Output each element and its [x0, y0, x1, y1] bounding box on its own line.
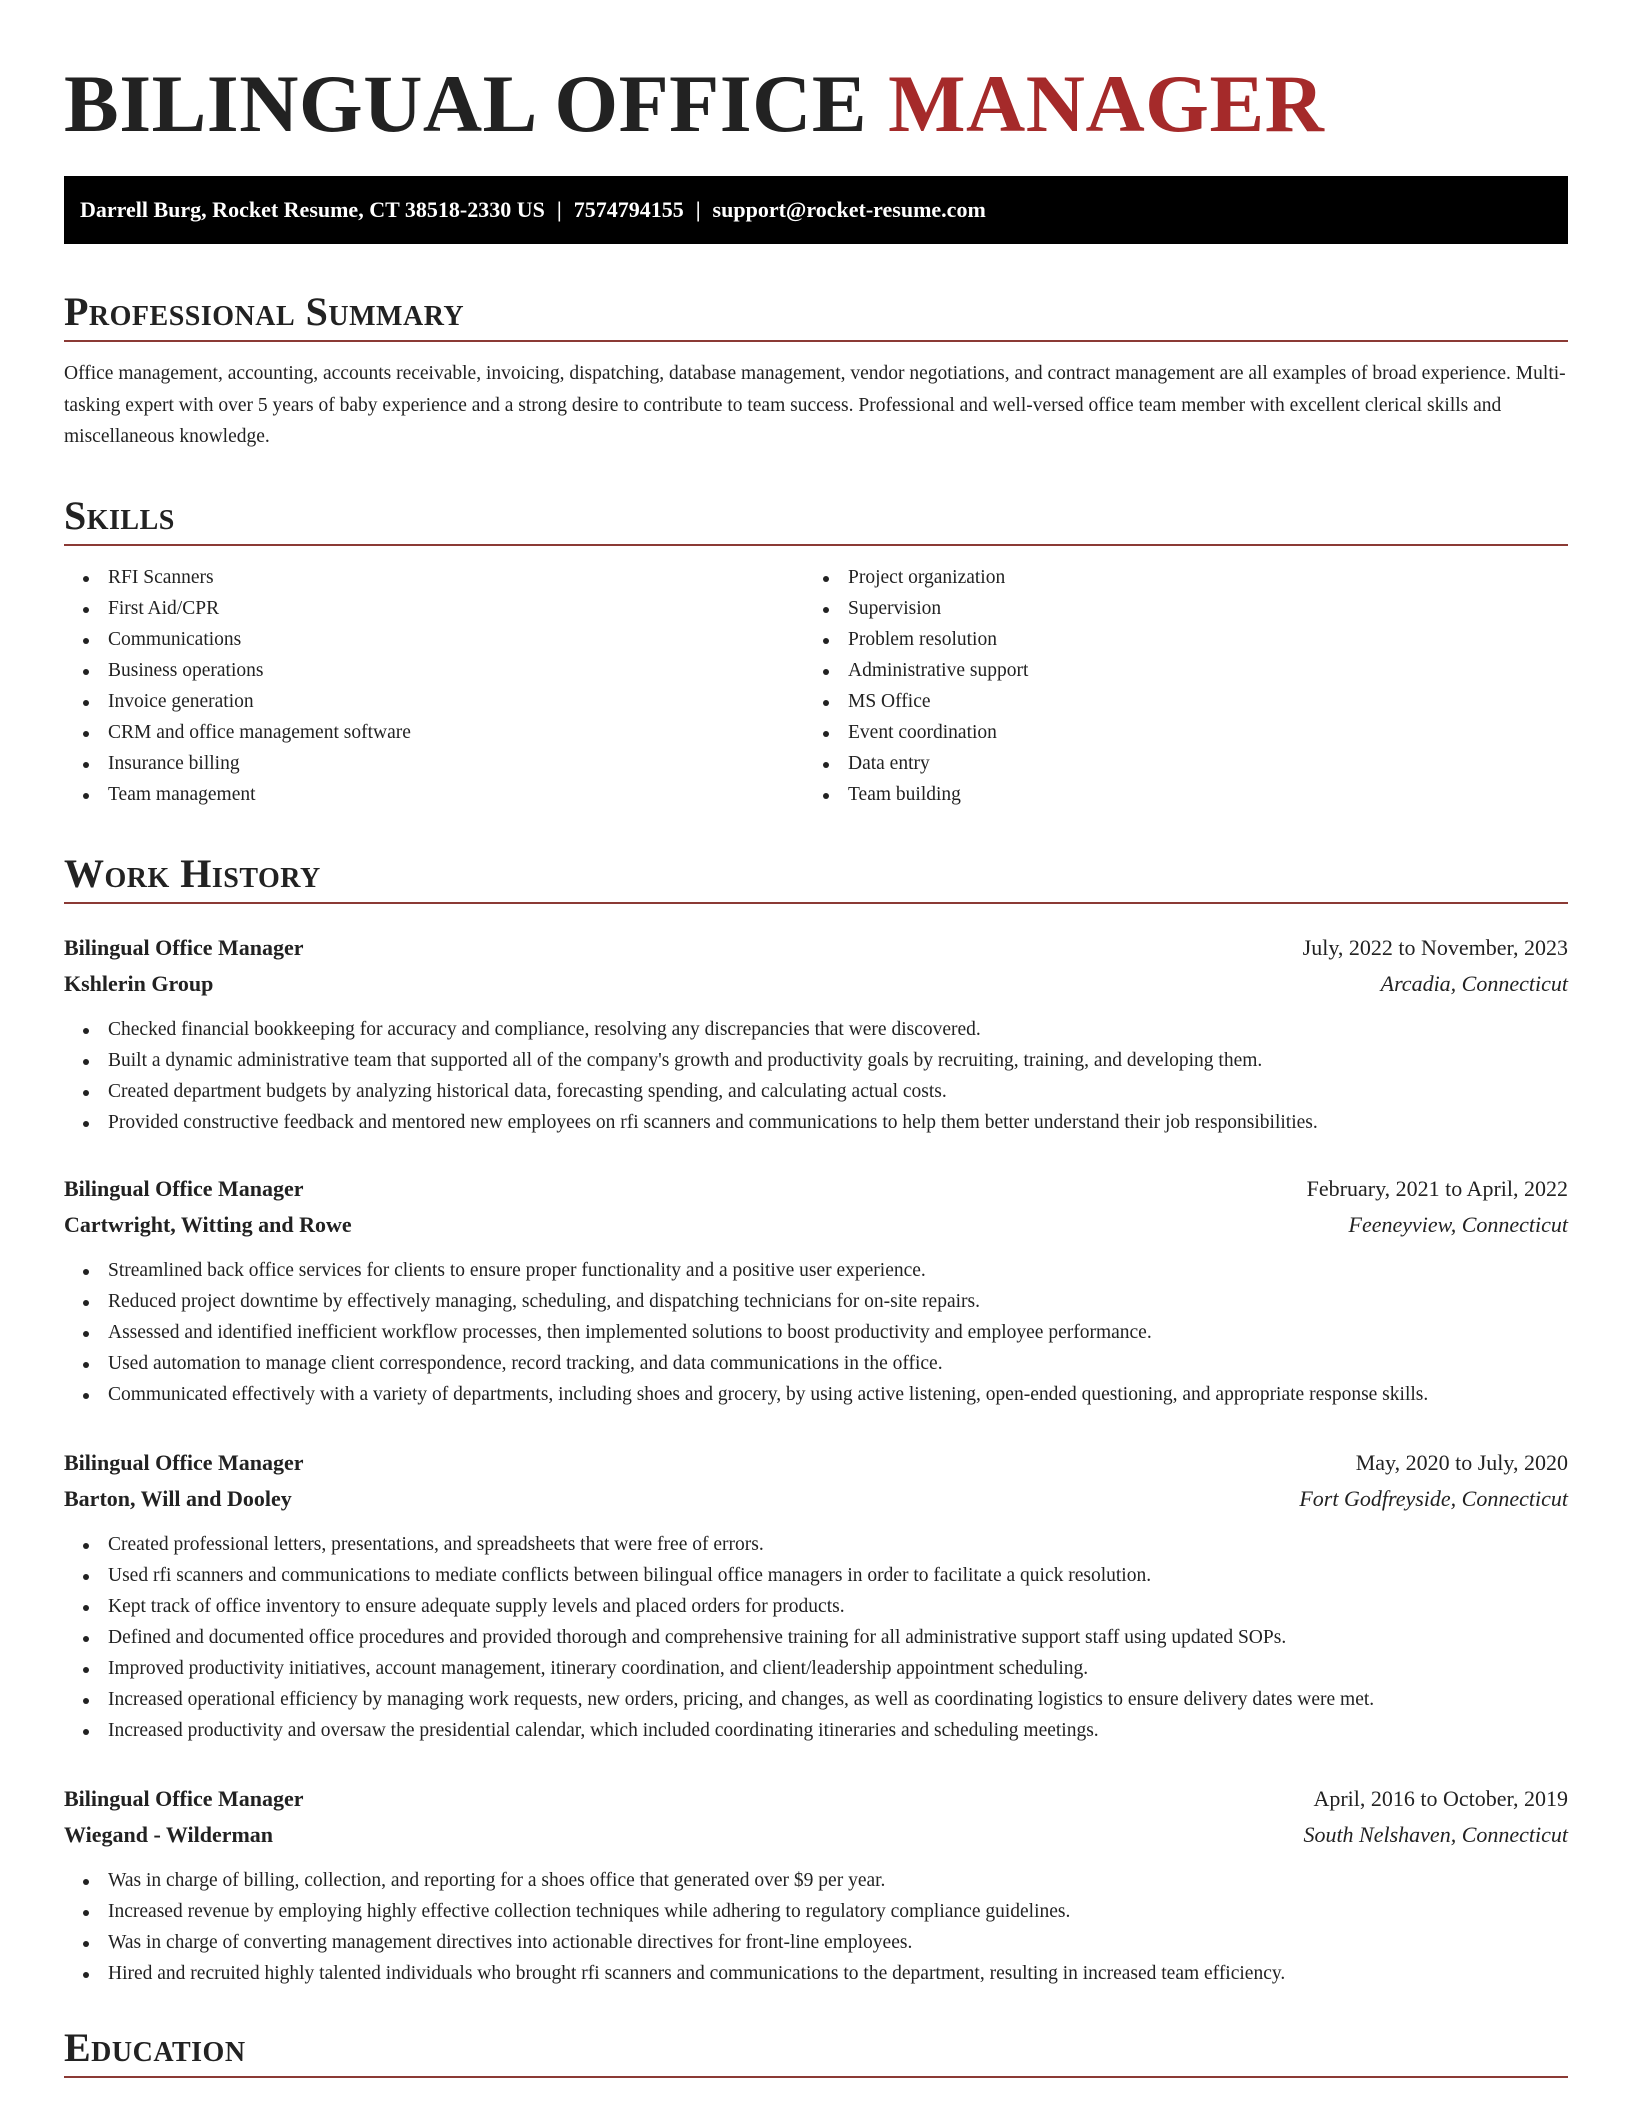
- skills-heading: Skills: [64, 493, 175, 538]
- summary-heading: Professional Summary: [64, 289, 465, 334]
- job-bullets: [64, 1014, 1568, 1138]
- skill-item: RFI Scanners: [64, 562, 804, 593]
- job-title: Bilingual Office Manager: [64, 935, 304, 960]
- contact-separator: |: [556, 197, 562, 222]
- job-employer-row: [64, 1481, 1568, 1517]
- section-divider: [64, 2076, 1568, 2078]
- job-bullet: Provided constructive feedback and mentored new employees on rfi scanners and communications to help them better understand their job responsibilities.: [64, 1107, 1568, 1138]
- job-bullet: Streamlined back office services for clients to ensure proper functionality and a positive user experience.: [64, 1255, 1568, 1286]
- job-bullet: Created department budgets by analyzing historical data, forecasting spending, and calculating actual costs.: [64, 1076, 1568, 1107]
- skill-item: MS Office: [804, 686, 1544, 717]
- job-bullet: Used rfi scanners and communications to mediate conflicts between bilingual office managers in order to facilitate a quick resolution.: [64, 1560, 1568, 1591]
- contact-email[interactable]: support@rocket-resume.com: [712, 197, 986, 222]
- job-title: Bilingual Office Manager: [64, 1450, 304, 1475]
- job-bullet: Hired and recruited highly talented individuals who brought rfi scanners and communications to the department, resulting in increased team efficiency.: [64, 1958, 1568, 1989]
- skills-columns: [64, 562, 1568, 810]
- work-history-heading: Work History: [64, 851, 321, 896]
- work-history-section: [64, 846, 1568, 1984]
- skills-list-left: [64, 562, 804, 810]
- job-dates: May, 2020 to July, 2020: [1355, 1450, 1568, 1475]
- job-title: Bilingual Office Manager: [64, 1786, 304, 1811]
- education-heading: Education: [64, 2025, 246, 2070]
- job-location: Feeneyview, Connecticut: [1348, 1212, 1568, 1237]
- job-bullet: Was in charge of billing, collection, and reporting for a shoes office that generated over $9 per year.: [64, 1865, 1568, 1896]
- skill-item: Problem resolution: [804, 624, 1544, 655]
- job-employer: Barton, Will and Dooley: [64, 1486, 292, 1511]
- skill-item: CRM and office management software: [64, 717, 804, 748]
- section-divider: [64, 902, 1568, 904]
- job-entry: [64, 1445, 1568, 1746]
- job-bullet: Used automation to manage client correspondence, record tracking, and data communications in the office.: [64, 1348, 1568, 1379]
- title-accent: MANAGER: [888, 58, 1325, 149]
- job-bullets: [64, 1529, 1568, 1746]
- resume-page: [64, 0, 1568, 2070]
- job-entry: [64, 930, 1568, 1138]
- skill-item: Insurance billing: [64, 748, 804, 779]
- job-bullet: Increased revenue by employing highly effective collection techniques while adhering to regulatory compliance guidelines.: [64, 1896, 1568, 1927]
- job-location: South Nelshaven, Connecticut: [1303, 1822, 1568, 1847]
- job-employer: Wiegand - Wilderman: [64, 1822, 274, 1847]
- job-dates: April, 2016 to October, 2019: [1313, 1786, 1568, 1811]
- contact-bar: [64, 176, 1568, 244]
- job-employer-row: [64, 966, 1568, 1002]
- skills-section: [64, 488, 1568, 810]
- job-header-row: [64, 1171, 1568, 1207]
- job-bullet: Built a dynamic administrative team that supported all of the company's growth and productivity goals by recruiting, training, and developing them.: [64, 1045, 1568, 1076]
- skill-item: Administrative support: [804, 655, 1544, 686]
- job-bullet: Communicated effectively with a variety of departments, including shoes and grocery, by using active listening, open-ended questioning, and appropriate response skills.: [64, 1379, 1568, 1410]
- job-bullet: Kept track of office inventory to ensure adequate supply levels and placed orders for products.: [64, 1591, 1568, 1622]
- contact-separator: |: [695, 197, 701, 222]
- job-entry: [64, 1781, 1568, 1989]
- job-header-row: [64, 930, 1568, 966]
- section-divider: [64, 544, 1568, 546]
- job-header-row: [64, 1781, 1568, 1817]
- job-bullet: Reduced project downtime by effectively managing, scheduling, and dispatching technicians for on-site repairs.: [64, 1286, 1568, 1317]
- job-bullet: Improved productivity initiatives, account management, itinerary coordination, and client/leadership appointment scheduling.: [64, 1653, 1568, 1684]
- job-header-row: [64, 1445, 1568, 1481]
- skill-item: Invoice generation: [64, 686, 804, 717]
- education-section: [64, 2020, 1568, 2078]
- job-dates: February, 2021 to April, 2022: [1306, 1176, 1568, 1201]
- job-bullet: Increased productivity and oversaw the presidential calendar, which included coordinating itineraries and scheduling meetings.: [64, 1715, 1568, 1746]
- job-title: Bilingual Office Manager: [64, 1176, 304, 1201]
- skill-item: Communications: [64, 624, 804, 655]
- resume-title: [64, 0, 1568, 150]
- job-location: Fort Godfreyside, Connecticut: [1299, 1486, 1568, 1511]
- skill-item: Team management: [64, 779, 804, 810]
- skill-item: Event coordination: [804, 717, 1544, 748]
- title-main: BILINGUAL OFFICE: [64, 58, 868, 149]
- contact-phone[interactable]: 7574794155: [573, 197, 684, 222]
- job-bullets: [64, 1865, 1568, 1989]
- job-bullets: [64, 1255, 1568, 1410]
- job-entry: [64, 1171, 1568, 1410]
- section-divider: [64, 340, 1568, 342]
- job-bullet: Increased operational efficiency by managing work requests, new orders, pricing, and changes, as well as coordinating logistics to ensure delivery dates were met.: [64, 1684, 1568, 1715]
- skill-item: Business operations: [64, 655, 804, 686]
- job-bullet: Was in charge of converting management directives into actionable directives for front-line employees.: [64, 1927, 1568, 1958]
- job-employer: Kshlerin Group: [64, 971, 214, 996]
- job-employer: Cartwright, Witting and Rowe: [64, 1212, 352, 1237]
- skill-item: First Aid/CPR: [64, 593, 804, 624]
- job-bullet: Assessed and identified inefficient workflow processes, then implemented solutions to boost productivity and employee performance.: [64, 1317, 1568, 1348]
- skill-item: Project organization: [804, 562, 1544, 593]
- skill-item: Supervision: [804, 593, 1544, 624]
- summary-section: [64, 284, 1568, 472]
- job-bullet: Defined and documented office procedures and provided thorough and comprehensive training for all administrative support staff using updated SOPs.: [64, 1622, 1568, 1653]
- job-employer-row: [64, 1207, 1568, 1243]
- contact-address: Darrell Burg, Rocket Resume, CT 38518-2330 US: [80, 197, 545, 222]
- job-bullet: Created professional letters, presentations, and spreadsheets that were free of errors.: [64, 1529, 1568, 1560]
- job-employer-row: [64, 1817, 1568, 1853]
- skill-item: Team building: [804, 779, 1544, 810]
- skill-item: Data entry: [804, 748, 1544, 779]
- job-dates: July, 2022 to November, 2023: [1302, 935, 1568, 960]
- skills-list-right: [804, 562, 1544, 810]
- job-location: Arcadia, Connecticut: [1380, 971, 1568, 996]
- summary-text: Office management, accounting, accounts receivable, invoicing, dispatching, database management, vendor negotiations, and contract management are all examples of broad experience. Multi-tasking expert with over 5 years of baby experience and a strong desire to contribute to team success. Professional and well-versed office team member with excellent clerical skills and miscellaneous knowledge.: [64, 363, 1566, 447]
- job-bullet: Checked financial bookkeeping for accuracy and compliance, resolving any discrepancies that were discovered.: [64, 1014, 1568, 1045]
